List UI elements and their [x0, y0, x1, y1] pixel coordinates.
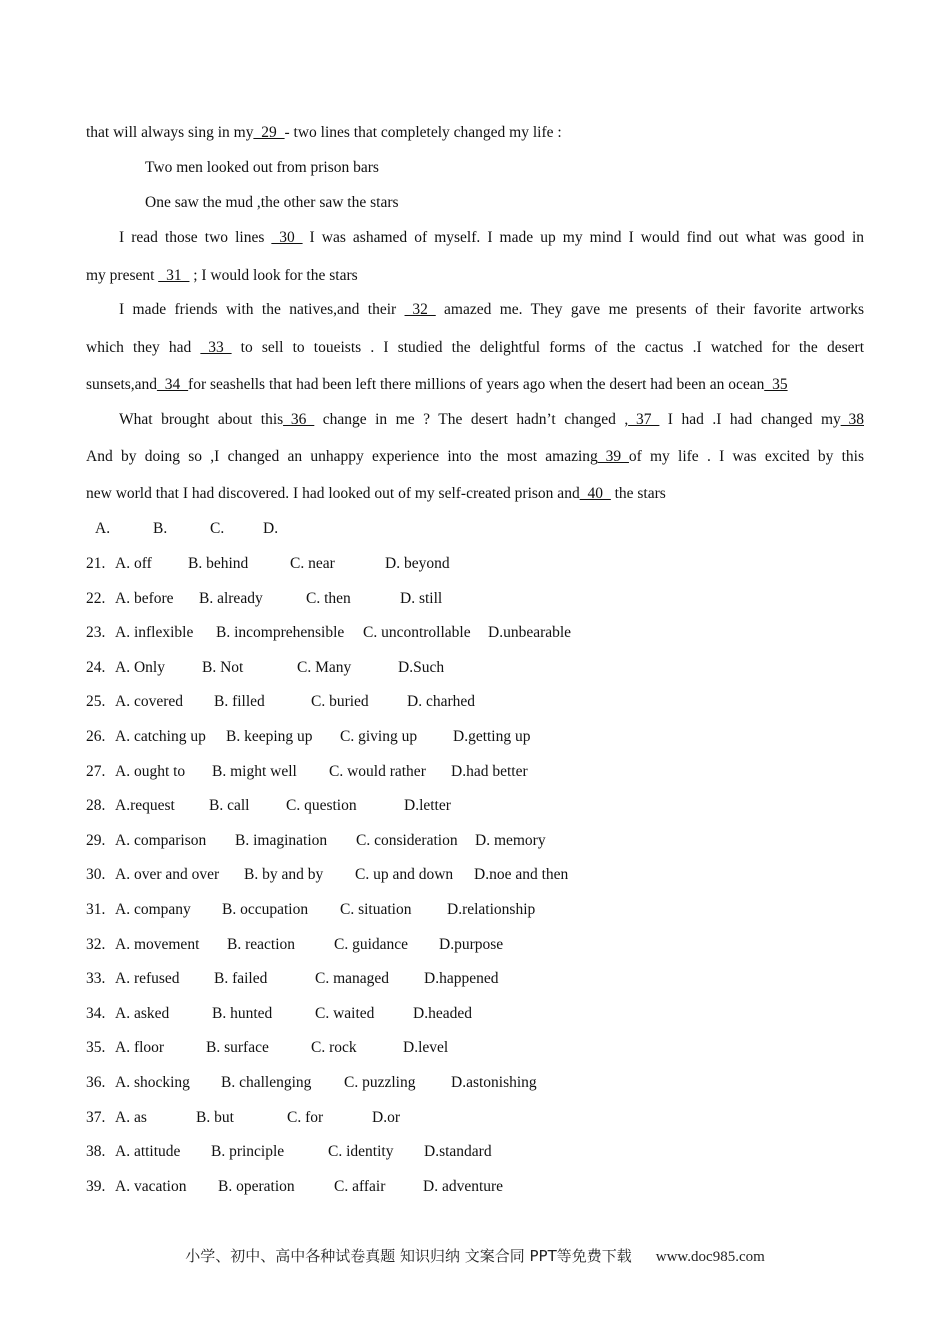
- option-d: D.had better: [451, 762, 528, 780]
- option-c: C. consideration: [356, 831, 458, 849]
- option-c: C. situation: [340, 901, 412, 918]
- text: change in me ? The desert hadn’t changed ,: [322, 411, 629, 428]
- text: And by doing so ,I changed an unhappy experience into the most amazing: [86, 448, 598, 465]
- option-a: A. covered: [115, 693, 183, 711]
- option-a: A. comparison: [115, 831, 207, 849]
- question-number: 29.: [86, 831, 106, 849]
- passage-line: [86, 229, 864, 253]
- text: amazed me. They gave me presents of their favorite artworks: [444, 301, 864, 318]
- option-c: C. Many: [297, 658, 352, 676]
- option-c: C. affair: [334, 1177, 386, 1195]
- option-b: B. surface: [206, 1039, 269, 1057]
- blank-39: _39_: [597, 448, 629, 465]
- option-d: D.happened: [424, 970, 499, 988]
- question-number: 22.: [86, 589, 106, 607]
- option-d: D.unbearable: [488, 624, 572, 642]
- question-number: 24.: [86, 658, 106, 676]
- passage-line: [86, 339, 864, 363]
- blank-37: _37_: [628, 411, 660, 428]
- text: I had .I had changed my: [667, 411, 841, 428]
- option-c: C. rock: [311, 1039, 357, 1057]
- option-a: A. floor: [115, 1039, 165, 1057]
- option-c: C. identity: [328, 1143, 394, 1161]
- option-b: B. principle: [211, 1143, 285, 1161]
- option-d: D. adventure: [423, 1177, 504, 1195]
- option-c: C. up and down: [355, 866, 454, 884]
- option-b: B. hunted: [212, 1004, 273, 1022]
- option-c: C. would rather: [329, 762, 426, 780]
- footer: [0, 1245, 950, 1266]
- option-a: A. Only: [115, 658, 165, 676]
- option-a: A. inflexible: [115, 624, 194, 642]
- question-row: [86, 624, 571, 642]
- option-d: D. memory: [475, 831, 546, 849]
- option-a: A. before: [115, 589, 174, 607]
- blank-36: _36_: [283, 411, 315, 428]
- option-d: D.relationship: [447, 901, 536, 918]
- option-b: B. behind: [188, 555, 249, 572]
- question-number: 31.: [86, 901, 106, 918]
- option-b: B. reaction: [227, 935, 296, 953]
- text: ; I would look for the stars: [193, 267, 358, 284]
- option-a: A. asked: [115, 1004, 170, 1022]
- text: What brought about this: [119, 411, 284, 428]
- option-b: B. keeping up: [226, 728, 313, 745]
- text: sunsets,and: [86, 376, 158, 393]
- blank-34: _34_: [157, 376, 189, 393]
- question-number: 38.: [86, 1143, 106, 1161]
- passage-line: [86, 376, 788, 394]
- option-c: C. for: [287, 1108, 324, 1126]
- option-d: D.noe and then: [474, 866, 569, 884]
- option-a: A. catching up: [115, 728, 206, 745]
- option-c: C. managed: [315, 970, 390, 988]
- option-header: [95, 520, 278, 538]
- option-c: C. waited: [315, 1004, 375, 1022]
- option-c: C. giving up: [340, 728, 418, 745]
- text: to sell to toueists . I studied the delightful forms of the cactus .I watched for the desert: [240, 339, 864, 356]
- text: I was ashamed of myself. I made up my mind I would find out what was good in: [309, 229, 864, 246]
- blank-30: _30_: [271, 229, 303, 246]
- text: of my life . I was excited by this: [628, 448, 864, 465]
- passage-line: [86, 267, 358, 285]
- option-b: B. but: [196, 1108, 234, 1126]
- passage-line: [86, 124, 562, 142]
- text: for seashells that had been left there millions of years ago when the desert had been an ocean: [188, 376, 765, 393]
- question-row: [86, 901, 535, 919]
- blank-35: _35: [764, 376, 788, 393]
- text: which they had: [86, 339, 192, 356]
- option-b: B. occupation: [222, 901, 309, 918]
- option-d: D.standard: [424, 1143, 492, 1161]
- poem-line-1: Two men looked out from prison bars: [145, 159, 379, 176]
- question-number: 28.: [86, 797, 106, 815]
- text: the stars: [614, 485, 666, 502]
- question-row: [86, 693, 475, 711]
- option-b: B. might well: [212, 762, 297, 780]
- blank-32: _32_: [404, 301, 436, 318]
- text: new world that I had discovered. I had looked out of my self-created prison and: [86, 485, 580, 502]
- option-d: D. beyond: [385, 555, 450, 572]
- question-row: [86, 1074, 537, 1092]
- question-number: 33.: [86, 970, 106, 988]
- question-row: [86, 555, 450, 573]
- passage-line: [86, 301, 864, 325]
- footer-text: 小学、初中、高中各种试卷真题 知识归纳 文案合同 PPT等免费下载: [185, 1247, 632, 1265]
- passage-line: [86, 448, 864, 472]
- question-number: 34.: [86, 1004, 106, 1022]
- question-row: [86, 936, 503, 954]
- option-d: D.or: [372, 1108, 400, 1126]
- option-header-c: C.: [210, 520, 225, 537]
- option-b: B. by and by: [244, 866, 324, 884]
- option-c: C. near: [290, 555, 335, 572]
- option-a: A. as: [115, 1108, 147, 1126]
- option-c: C. then: [306, 589, 351, 607]
- question-row: [86, 1005, 472, 1023]
- option-d: D.astonishing: [451, 1074, 537, 1091]
- option-b: B. call: [209, 797, 250, 815]
- option-b: B. incomprehensible: [216, 624, 345, 642]
- text: my present: [86, 267, 155, 284]
- question-row: [86, 970, 498, 988]
- question-row: [86, 590, 442, 608]
- text: I made friends with the natives,and their: [119, 301, 397, 318]
- option-a: A. ought to: [115, 762, 186, 780]
- option-a: A. company: [115, 901, 191, 918]
- blank-40: _40_: [579, 485, 611, 502]
- option-c: C. guidance: [334, 935, 409, 953]
- option-a: A. vacation: [115, 1177, 187, 1195]
- option-c: C. puzzling: [344, 1074, 416, 1091]
- option-b: B. operation: [218, 1177, 295, 1195]
- option-a: A. off: [115, 555, 152, 572]
- option-d: D.headed: [413, 1004, 472, 1022]
- question-row: [86, 659, 444, 677]
- option-c: C. buried: [311, 693, 369, 711]
- option-d: D.purpose: [439, 935, 504, 953]
- option-c: C. question: [286, 797, 357, 815]
- blank-33: _33_: [200, 339, 232, 356]
- question-number: 27.: [86, 762, 106, 780]
- question-row: [86, 832, 546, 850]
- option-header-d: D.: [263, 520, 279, 537]
- option-a: A. movement: [115, 935, 200, 953]
- question-number: 32.: [86, 935, 106, 953]
- option-header-a: A.: [95, 520, 111, 537]
- option-a: A. over and over: [115, 866, 220, 884]
- option-d: D.Such: [398, 658, 445, 676]
- poem-line-2: One saw the mud ,the other saw the stars: [145, 194, 399, 211]
- blank-29: _29_: [253, 124, 285, 141]
- option-b: B. already: [199, 589, 263, 607]
- option-a: A.request: [115, 797, 175, 815]
- question-row: [86, 1178, 503, 1196]
- question-number: 26.: [86, 728, 106, 745]
- option-a: A. shocking: [115, 1074, 190, 1091]
- question-row: [86, 728, 531, 746]
- passage-line: [86, 485, 666, 503]
- question-row: [86, 1143, 492, 1161]
- option-d: D.level: [403, 1039, 449, 1057]
- option-b: B. challenging: [221, 1074, 312, 1091]
- text: that will always sing in my: [86, 124, 254, 141]
- blank-31: _31_: [158, 267, 190, 284]
- text: I read those two lines: [119, 229, 265, 246]
- option-c: C. uncontrollable: [363, 624, 471, 642]
- question-number: 37.: [86, 1108, 106, 1126]
- question-number: 21.: [86, 555, 106, 572]
- question-number: 39.: [86, 1177, 106, 1195]
- question-number: 25.: [86, 693, 106, 711]
- option-b: B. imagination: [235, 831, 328, 849]
- option-d: D. charhed: [407, 693, 475, 711]
- text: - two lines that completely changed my life :: [284, 124, 562, 141]
- option-d: D.letter: [404, 797, 451, 815]
- question-number: 35.: [86, 1039, 106, 1057]
- option-header-b: B.: [153, 520, 168, 537]
- option-a: A. attitude: [115, 1143, 181, 1161]
- question-row: [86, 763, 528, 781]
- question-row: [86, 866, 568, 884]
- blank-38: _38: [840, 411, 864, 428]
- footer-url[interactable]: www.doc985.com: [655, 1249, 765, 1265]
- option-d: D.getting up: [453, 728, 531, 745]
- question-number: 23.: [86, 624, 106, 642]
- option-a: A. refused: [115, 970, 180, 988]
- option-d: D. still: [400, 589, 443, 607]
- option-b: B. filled: [214, 693, 265, 711]
- question-number: 30.: [86, 866, 106, 884]
- question-row: [86, 797, 451, 815]
- passage-line: [86, 411, 864, 435]
- option-b: B. Not: [202, 658, 244, 676]
- question-row: [86, 1109, 400, 1127]
- question-number: 36.: [86, 1074, 106, 1091]
- option-b: B. failed: [214, 970, 268, 988]
- question-row: [86, 1039, 448, 1057]
